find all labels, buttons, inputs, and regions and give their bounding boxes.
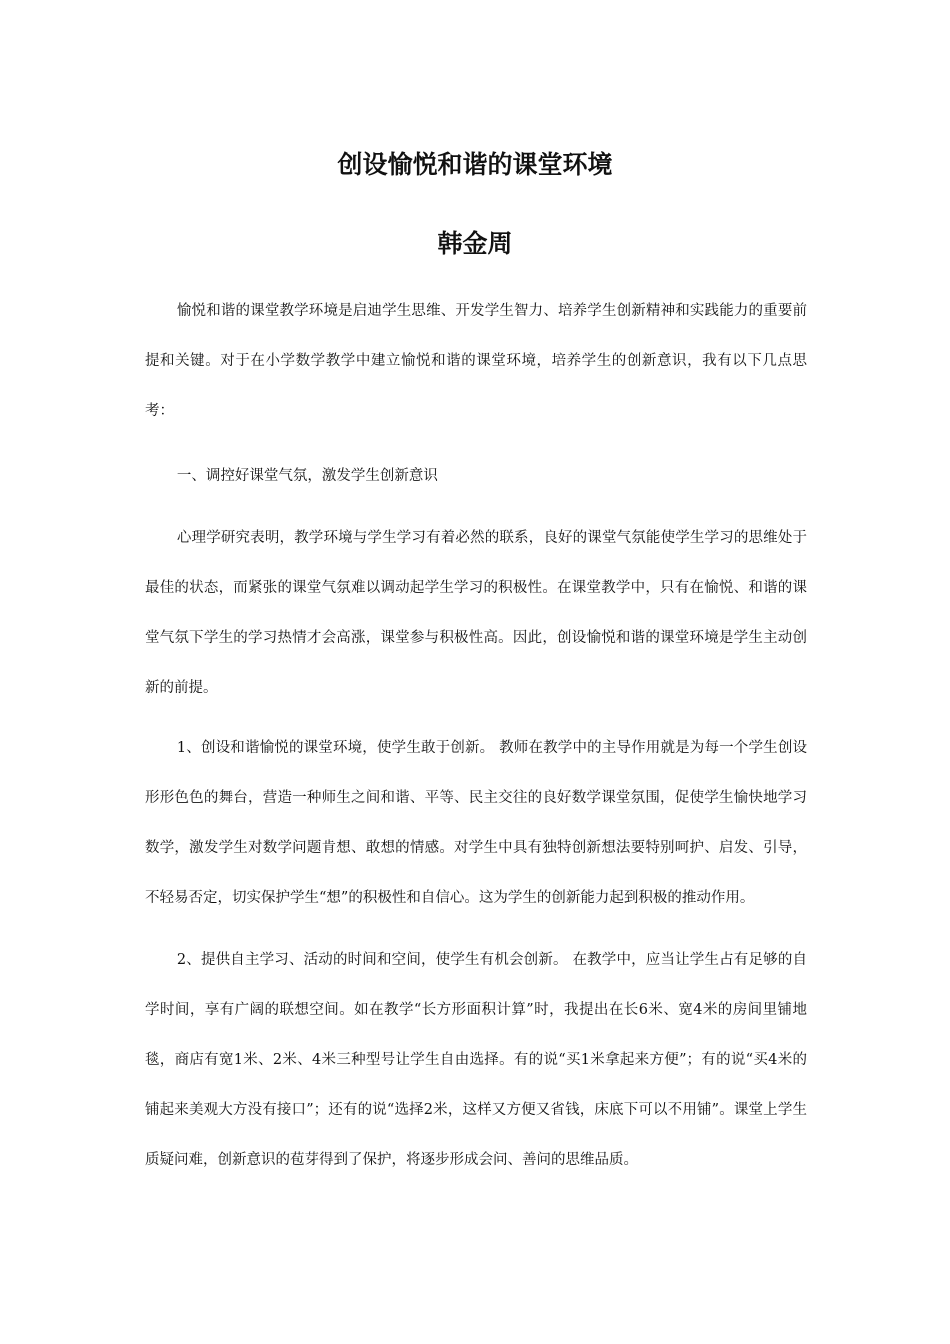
author-name: 韩金周	[437, 229, 513, 258]
body-paragraph: 2、提供自主学习、活动的时间和空间，使学生有机会创新。 在教学中，应当让学生占有足够的自学时间，享有广阔的联想空间。如在教学“长方形面积计算”时，我提出在长6米、宽4米的房间里铺地毯，商店有宽1米、2米、4米三种型号让学生自由选择。有的说“买1米拿起来方便”；有的说“买4米的铺起来美观大方没有接口”；还有的说“选择2米，这样又方便又省钱，床底下可以不用铺”。课堂上学生质疑问难，创新意识的苞芽得到了保护，将逐步形成会问、善问的思维品质。	[145, 952, 807, 1168]
section-heading: 一、调控好课堂气氛，激发学生创新意识	[176, 468, 438, 484]
document-title: 创设愉悦和谐的课堂环境	[337, 150, 613, 179]
intro-paragraph: 愉悦和谐的课堂教学环境是启迪学生思维、开发学生智力、培养学生创新精神和实践能力的重要前提和关键。对于在小学数学教学中建立愉悦和谐的课堂环境，培养学生的创新意识，我有以下几点思考：	[145, 303, 807, 419]
body-paragraph: 心理学研究表明，教学环境与学生学习有着必然的联系，良好的课堂气氛能使学生学习的思维处于最佳的状态，而紧张的课堂气氛难以调动起学生学习的积极性。在课堂教学中，只有在愉悦、和谐的课堂气氛下学生的学习热情才会高涨，课堂参与积极性高。因此，创设愉悦和谐的课堂环境是学生主动创新的前提。	[145, 530, 807, 696]
body-paragraph: 1、创设和谐愉悦的课堂环境，使学生敢于创新。 教师在教学中的主导作用就是为每一个学生创设形形色色的舞台，营造一种师生之间和谐、平等、民主交往的良好数学课堂氛围，促使学生愉快地学习数学，激发学生对数学问题肯想、敢想的情感。对学生中具有独特创新想法要特别呵护、启发、引导，不轻易否定，切实保护学生“想”的积极性和自信心。这为学生的创新能力起到积极的推动作用。	[145, 740, 807, 906]
